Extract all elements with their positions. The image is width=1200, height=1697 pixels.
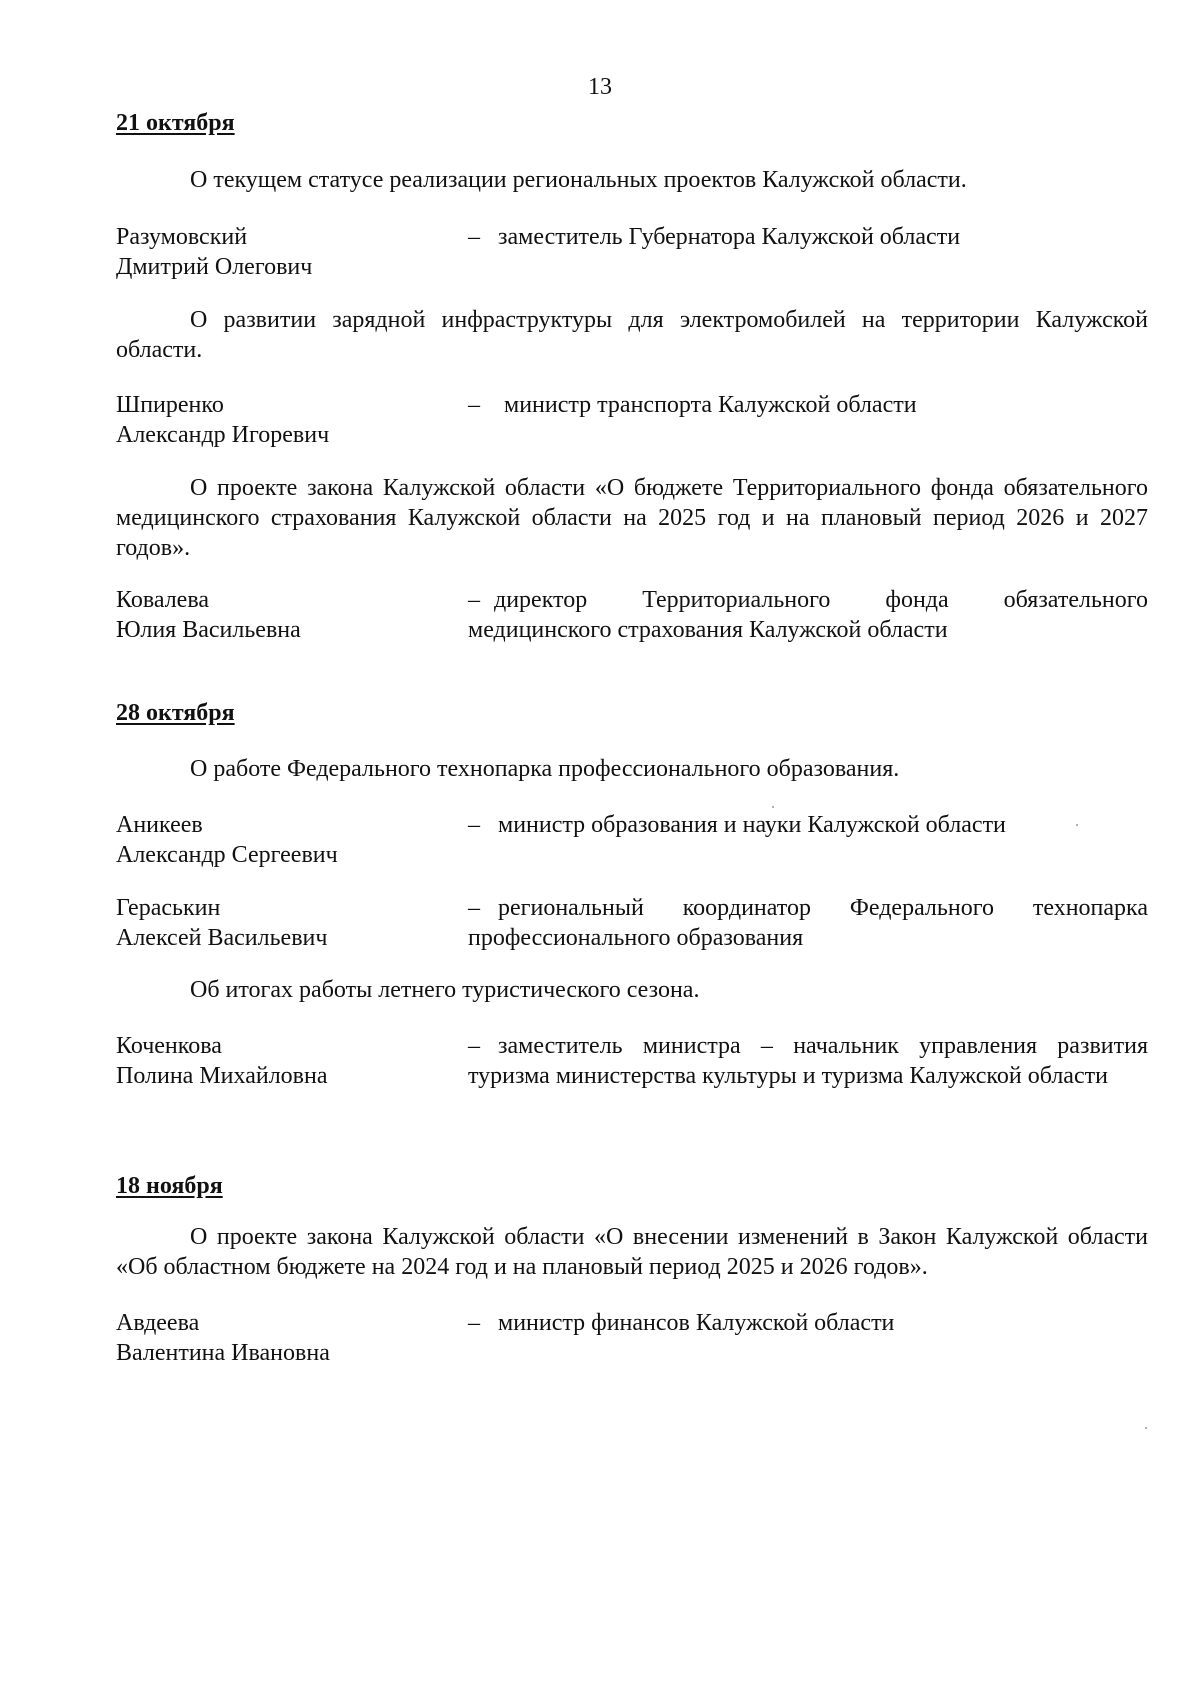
speaker-role: министр образования и науки Калужской области bbox=[498, 812, 1006, 838]
dash: – bbox=[468, 1033, 480, 1059]
speaker-row bbox=[116, 1308, 1148, 1368]
dash: – bbox=[468, 812, 480, 838]
speaker-surname: Ковалева bbox=[116, 587, 209, 613]
agenda-topic: О проекте закона Калужской области «О бюджете Территориального фонда обязательного медицинского страхования Калужской области на 2025 год и на плановый период 2026 и 2027 годов». bbox=[116, 475, 1148, 561]
speaker-role: заместитель министра – начальник управления развития туризма министерства культуры и туризма Калужской области bbox=[468, 1033, 1148, 1089]
speaker-row bbox=[116, 1031, 1148, 1091]
speaker-row bbox=[116, 222, 1148, 282]
agenda-item bbox=[116, 305, 1148, 365]
agenda-item bbox=[116, 1222, 1148, 1282]
agenda-topic: Об итогах работы летнего туристического сезона. bbox=[190, 977, 700, 1003]
speaker-given-name: Полина Михайловна bbox=[116, 1063, 328, 1089]
speaker-surname: Разумовский bbox=[116, 224, 248, 250]
speaker-surname: Аникеев bbox=[116, 812, 203, 838]
dash: – bbox=[468, 224, 480, 250]
dash: – bbox=[468, 587, 480, 613]
scan-speck bbox=[1145, 1427, 1147, 1429]
agenda-item bbox=[116, 165, 1148, 195]
speaker-given-name: Валентина Ивановна bbox=[116, 1340, 330, 1366]
speaker-role: директор Территориального фонда обязательного медицинского страхования Калужской области bbox=[468, 587, 1148, 643]
speaker-role: региональный координатор Федерального технопарка профессионального образования bbox=[468, 895, 1148, 951]
agenda-topic: О текущем статусе реализации региональных проектов Калужской области. bbox=[190, 167, 967, 193]
agenda-topic: О проекте закона Калужской области «О внесении изменений в Закон Калужской области «Об областном бюджете на 2024 год и на плановый период 2025 и 2026 годов». bbox=[116, 1224, 1148, 1280]
speaker-row bbox=[116, 585, 1148, 645]
scan-speck bbox=[1076, 824, 1078, 826]
speaker-given-name: Алексей Васильевич bbox=[116, 925, 328, 951]
agenda-item bbox=[116, 754, 1148, 784]
agenda-item bbox=[116, 473, 1148, 563]
speaker-row bbox=[116, 390, 1148, 450]
agenda-topic: О развитии зарядной инфраструктуры для электромобилей на территории Калужской области. bbox=[116, 307, 1148, 363]
speaker-row bbox=[116, 893, 1148, 953]
speaker-role: министр финансов Калужской области bbox=[498, 1310, 895, 1336]
speaker-role: министр транспорта Калужской области bbox=[504, 392, 917, 418]
speaker-row bbox=[116, 810, 1148, 870]
agenda-item bbox=[116, 975, 1148, 1005]
speaker-given-name: Александр Сергеевич bbox=[116, 842, 338, 868]
page-number: 13 bbox=[588, 74, 612, 100]
speaker-surname: Авдеева bbox=[116, 1310, 200, 1336]
date-heading: 18 ноября bbox=[116, 1173, 223, 1199]
scan-speck bbox=[772, 806, 774, 808]
section-date bbox=[116, 698, 1148, 728]
speaker-surname: Коченкова bbox=[116, 1033, 222, 1059]
section-date bbox=[116, 1171, 1148, 1201]
date-heading: 21 октября bbox=[116, 110, 235, 136]
dash: – bbox=[468, 1310, 480, 1336]
speaker-given-name: Юлия Васильевна bbox=[116, 617, 301, 643]
speaker-surname: Шпиренко bbox=[116, 392, 224, 418]
speaker-role: заместитель Губернатора Калужской области bbox=[498, 224, 961, 250]
dash: – bbox=[468, 895, 480, 921]
dash: – bbox=[468, 392, 480, 418]
agenda-topic: О работе Федерального технопарка профессионального образования. bbox=[190, 756, 900, 782]
section-date bbox=[116, 108, 1148, 138]
date-heading: 28 октября bbox=[116, 700, 235, 726]
speaker-given-name: Александр Игоревич bbox=[116, 422, 330, 448]
speaker-given-name: Дмитрий Олегович bbox=[116, 254, 313, 280]
speaker-surname: Гераськин bbox=[116, 895, 221, 921]
